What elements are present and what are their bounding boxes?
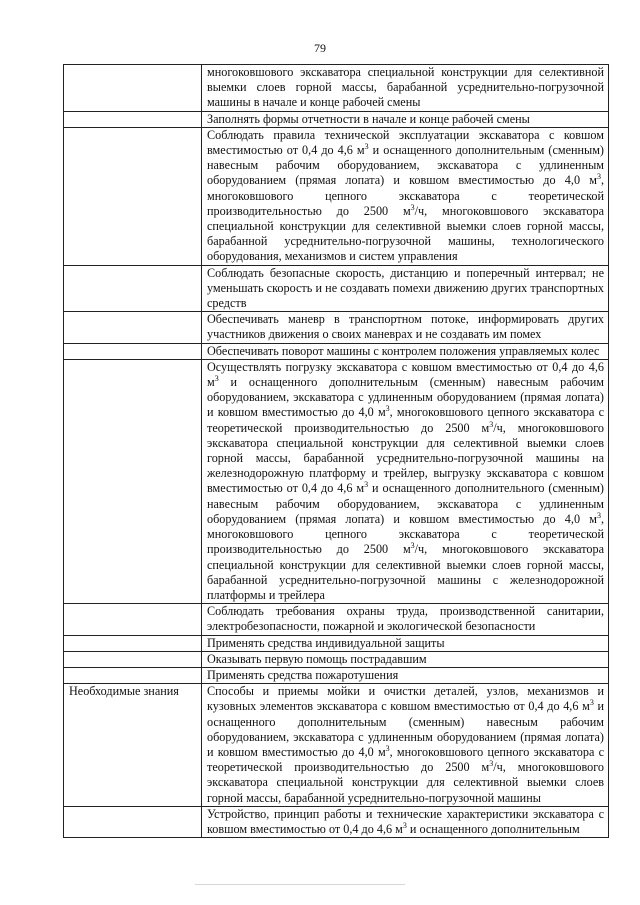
table-row (64, 684, 609, 807)
row-text: Обеспечивать маневр в транспортном потоке, информировать других участников движения о своих маневрах и не создавать им помех (202, 312, 609, 343)
row-text: Соблюдать безопасные скорость, дистанцию и поперечный интервал; не уменьшать скорость и не создавать помехи движению других транспортных средств (202, 265, 609, 312)
table-row (64, 127, 609, 265)
row-label (64, 343, 202, 359)
table-row (64, 604, 609, 635)
table-row (64, 359, 609, 603)
row-label (64, 65, 202, 112)
table-row (64, 65, 609, 112)
table-row (64, 111, 609, 127)
row-text: Применять средства индивидуальной защиты (202, 635, 609, 651)
row-label (64, 265, 202, 312)
row-label (64, 312, 202, 343)
row-label (64, 604, 202, 635)
row-text: многоковшового экскаватора специальной конструкции для селективной выемки слоев горной массы, барабанной усреднительно-погрузочной машины в начале и конце рабочей смены (202, 65, 609, 112)
row-label (64, 667, 202, 683)
row-text: Соблюдать правила технической эксплуатации экскаватора с ковшом вместимостью от 0,4 до 4,6 $м^3$ и оснащенного дополнительным (сменным) навесным рабочим оборудованием, экскаватора с удлиненным оборудованием (прямая лопата) и ковшом вместимостью до 4,0 $м^3$, многоковшового цепного экскаватора с теоретической производительностью до 2500 $м^3/ч$, многоковшового экскаватора специальной конструкции для селективной выемки слоев горной массы, барабанной усреднительно-погрузочной машины, технологического оборудования, механизмов и систем управления (202, 127, 609, 265)
row-text: Заполнять формы отчетности в начале и конце рабочей смены (202, 111, 609, 127)
row-label (64, 651, 202, 667)
row-text: Осуществлять погрузку экскаватора с ковшом вместимостью от 0,4 до 4,6 $м^3$ и оснащенного дополнительным (сменным) навесным рабочим оборудованием, экскаватора с удлиненным оборудованием (прямая лопата) и ковшом вместимостью до 4,0 $м^3$, многоковшового цепного экскаватора с теоретической производительностью до 2500 $м^3/ч$, многоковшового экскаватора специальной конструкции для селективной выемки слоев горной массы, барабанной усреднительно-погрузочной машины на железнодорожную платформу и трейлер, выгрузку экскаватора с ковшом вместимостью от 0,4 до 4,6 $м^3$ и оснащенного дополнительного (сменным) навесным рабочим оборудованием, экскаватора с удлиненным оборудованием (прямая лопата) и ковшом вместимостью до 4,0 $м^3$, многоковшового цепного экскаватора с теоретической производительностью до 2500 $м^3/ч$, многоковшового экскаватора специальной конструкции для селективной выемки слоев горной массы, барабанной усреднительно-погрузочной машины с железнодорожной платформы и трейлера (202, 359, 609, 603)
table-row (64, 343, 609, 359)
row-text: Применять средства пожаротушения (202, 667, 609, 683)
row-label (64, 359, 202, 603)
row-label (64, 111, 202, 127)
table-row (64, 635, 609, 651)
row-label (64, 127, 202, 265)
table-row (64, 667, 609, 683)
row-text: Соблюдать требования охраны труда, производственной санитарии, электробезопасности, пожарной и экологической безопасности (202, 604, 609, 635)
page-number: 79 (314, 41, 326, 55)
table-row (64, 312, 609, 343)
row-label (64, 635, 202, 651)
page-bottom-divider (195, 884, 405, 885)
table-row (64, 806, 609, 837)
requirements-table (63, 64, 609, 838)
table-row (64, 265, 609, 312)
section-label-required-knowledge: Необходимые знания (64, 684, 202, 807)
row-text: Обеспечивать поворот машины с контролем положения управляемых колес (202, 343, 609, 359)
row-text: Устройство, принцип работы и технические характеристики экскаватора с ковшом вместимостью от 0,4 до 4,6 $м^3$ и оснащенного дополнительным (202, 806, 609, 837)
row-text: Оказывать первую помощь пострадавшим (202, 651, 609, 667)
table-row (64, 651, 609, 667)
row-text: Способы и приемы мойки и очистки деталей, узлов, механизмов и кузовных элементов экскаватора с ковшом вместимостью от 0,4 до 4,6 $м^3$ и оснащенного дополнительным (сменным) навесным рабочим оборудованием, экскаватора с удлиненным оборудованием (прямая лопата) и ковшом вместимостью до 4,0 $м^3$, многоковшового цепного экскаватора с теоретической производительностью до 2500 $м^3/ч$, многоковшового экскаватора специальной конструкции для селективной выемки слоев горной массы, барабанной усреднительно-погрузочной машины (202, 684, 609, 807)
row-label (64, 806, 202, 837)
